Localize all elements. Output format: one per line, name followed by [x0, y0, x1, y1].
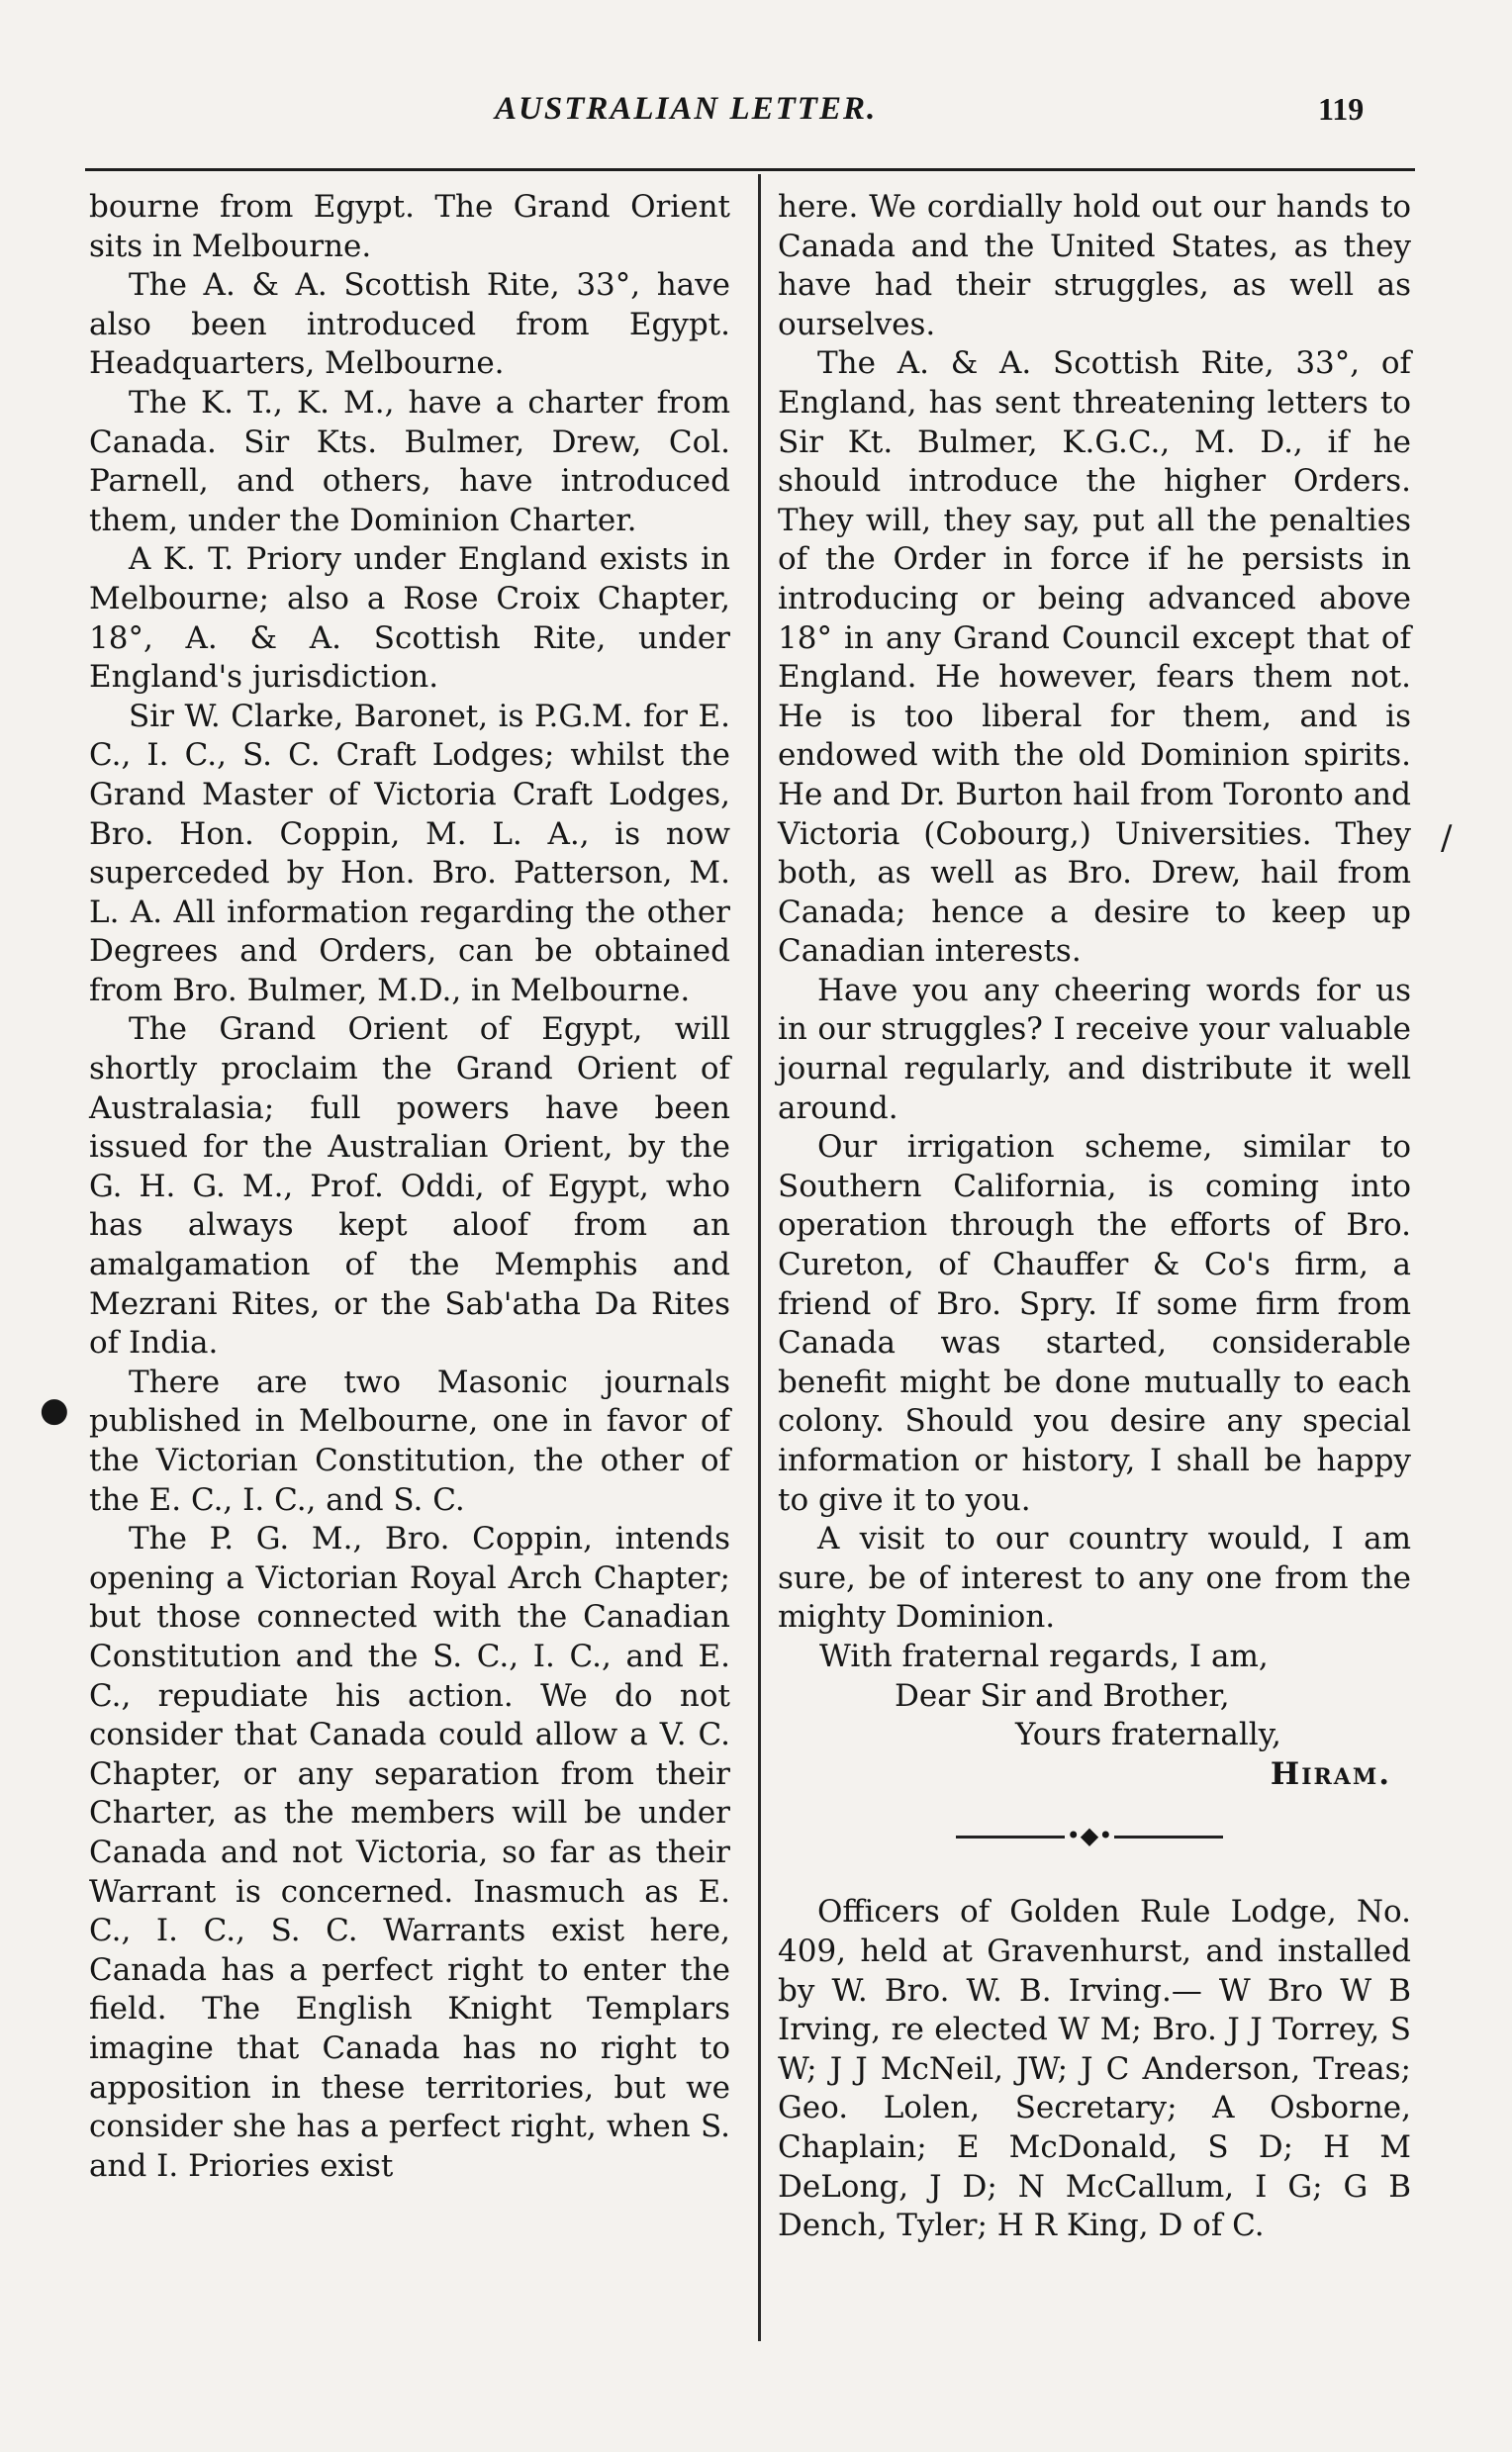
right-paragraph-4: Our irrigation scheme, similar to Southern California, is coming into operation through the efforts of Bro. Cureton, of Chauffer & Co's firm, a friend of Bro. Spry. If some firm from Canada was started, considerable benefit might be done mutually to each colony. Should you desire any special information or history, I shall be happy to give it to you. [778, 1129, 1411, 1518]
left-paragraph-2: The A. & A. Scottish Rite, 33°, have also been introduced from Egypt. Headquarters, Melbourne. [89, 267, 730, 382]
running-head [0, 91, 1512, 131]
right-column [778, 188, 1411, 2246]
signature: Hiram. [1270, 1755, 1391, 1792]
left-paragraph-6: The Grand Orient of Egypt, will shortly proclaim the Grand Orient of Australasia; full powers have been issued for the Australian Orient, by the G. H. G. M., Prof. Oddi, of Egypt, who has always kept aloof from an amalgamation of the Memphis and Mezrani Rites, or the Sab'atha Da Rites of India. [89, 1011, 730, 1362]
section-divider [778, 1814, 1411, 1857]
left-paragraph-5: Sir W. Clarke, Baronet, is P.G.M. for E. C., I. C., S. C. Craft Lodges; whilst the Grand Master of Victoria Craft Lodges, Bro. Hon. Coppin, M. L. A., is now superceded by Hon. Bro. Patterson, M. L. A. All information regarding the other Degrees and Orders, can be obtained from Bro. Bulmer, M.D., in Melbourne. [89, 698, 730, 1008]
left-paragraph-4: A K. T. Priory under England exists in Melbourne; also a Rose Croix Chapter, 18°, A. & A. Scottish Rite, under England's jurisdiction. [89, 541, 730, 696]
left-column [89, 188, 730, 2186]
left-paragraph-8: The P. G. M., Bro. Coppin, intends opening a Victorian Royal Arch Chapter; but those connected with the Canadian Constitution and the S. C., I. C., and E. C., repudiate his action. We do not consider that Canada could allow a V. C. Chapter, or any separation from their Charter, as the members will be under Canada and not Victoria, so far as their Warrant is concerned. Inasmuch as E. C., I. C., S. C. Warrants exist here, Canada has a perfect right to enter the field. The English Knight Templars imagine that Canada has no right to apposition in these territories, but we consider she has a perfect right, when S. and I. Priories exist [89, 1521, 730, 2184]
margin-slash-mark: / [1441, 818, 1453, 858]
header-rule [85, 168, 1415, 171]
left-paragraph-7: There are two Masonic journals published in Melbourne, one in favor of the Victorian Constitution, the other of the E. C., I. C., and S. C. [89, 1364, 730, 1518]
running-title: AUSTRALIAN LETTER. [495, 91, 878, 127]
right-paragraph-3: Have you any cheering words for us in our struggles? I receive your valuable journal regularly, and distribute it well around. [778, 972, 1411, 1126]
lodge-officers-notice: Officers of Golden Rule Lodge, No. 409, held at Gravenhurst, and installed by W. Bro. W. B. Irving.— W Bro W B Irving, re elected W M; Bro. J J Torrey, S W; J J McNeil, JW; J C Anderson, Treas; Geo. Lolen, Secretary; A Osborne, Chaplain; E McDonald, S D; H M DeLong, J D; N McCallum, I G; G B Dench, Tyler; H R King, D of C. [778, 1894, 1411, 2244]
right-paragraph-5: A visit to our country would, I am sure, be of interest to any one from the mighty Dominion. [778, 1521, 1411, 1636]
letter-closing [778, 1638, 1411, 1794]
left-paragraph-1: bourne from Egypt. The Grand Orient sits in Melbourne. [89, 189, 730, 264]
page-number: 119 [1318, 91, 1365, 127]
right-paragraph-1: here. We cordially hold out our hands to Canada and the United States, as they have had their struggles, as well as ourselves. [778, 189, 1411, 342]
margin-bullet-mark: ● [40, 1390, 69, 1430]
column-divider-rule [758, 174, 761, 2341]
closing-valediction: Yours fraternally, [1015, 1717, 1281, 1753]
right-paragraph-2: The A. & A. Scottish Rite, 33°, of England, has sent threatening letters to Sir Kt. Bulmer, K.G.C., M. D., if he should introduce the higher Orders. They will, they say, put all the penalties of the Order in force if he persists in introducing or being advanced above 18° in any Grand Council except that of England. He however, fears them not. He is too liberal for them, and is endowed with the old Dominion spirits. He and Dr. Burton hail from Toronto and Victoria (Cobourg,) Universities. They both, as well as Bro. Drew, hail from Canada; hence a desire to keep up Canadian interests. [778, 345, 1411, 970]
left-paragraph-3: The K. T., K. M., have a charter from Canada. Sir Kts. Bulmer, Drew, Col. Parnell, and others, have introduced them, under the Dominion Charter. [89, 384, 730, 538]
closing-salutation: Dear Sir and Brother, [895, 1677, 1230, 1714]
divider-ornament-icon: •◆• [1066, 1822, 1113, 1850]
closing-regards: With fraternal regards, I am, [819, 1638, 1269, 1674]
